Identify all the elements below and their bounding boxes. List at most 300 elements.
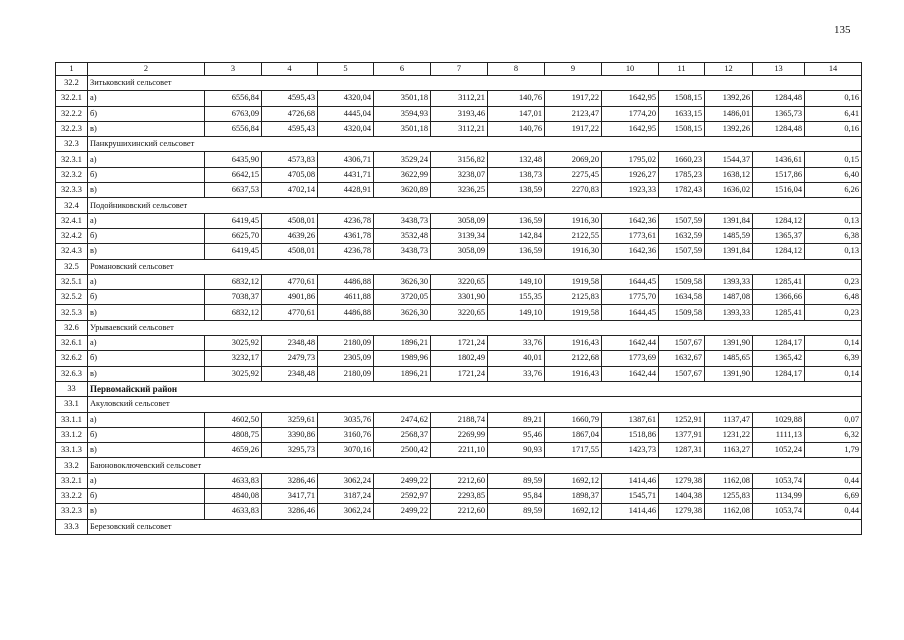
- value-cell: 1284,48: [753, 121, 805, 136]
- value-cell: 3501,18: [374, 91, 431, 106]
- table-body: [56, 63, 862, 535]
- value-cell: 6,40: [805, 167, 862, 182]
- variant-label: а): [88, 213, 205, 228]
- row-code: 32.4.3: [56, 244, 88, 259]
- variant-label: в): [88, 121, 205, 136]
- variant-label: б): [88, 167, 205, 182]
- variant-label: а): [88, 336, 205, 351]
- value-cell: 1923,33: [602, 183, 659, 198]
- variant-label: б): [88, 290, 205, 305]
- value-cell: 4320,04: [318, 121, 374, 136]
- header-row: [56, 63, 862, 76]
- row-code: 32.5.1: [56, 274, 88, 289]
- value-cell: 147,01: [488, 106, 545, 121]
- value-cell: 4633,83: [205, 473, 262, 488]
- value-cell: 6419,45: [205, 244, 262, 259]
- value-cell: 33,76: [488, 336, 545, 351]
- value-cell: 3286,46: [262, 504, 318, 519]
- value-cell: 4445,04: [318, 106, 374, 121]
- value-cell: 3286,46: [262, 473, 318, 488]
- value-cell: 1721,24: [431, 336, 488, 351]
- table-row: [56, 473, 862, 488]
- tariff-table: [55, 62, 862, 535]
- value-cell: 3193,46: [431, 106, 488, 121]
- variant-label: б): [88, 427, 205, 442]
- value-cell: 3025,92: [205, 366, 262, 381]
- value-cell: 95,46: [488, 427, 545, 442]
- value-cell: 1393,33: [705, 274, 753, 289]
- row-code: 32.6.2: [56, 351, 88, 366]
- value-cell: 1392,26: [705, 91, 753, 106]
- table-row: [56, 228, 862, 243]
- value-cell: 1773,69: [602, 351, 659, 366]
- value-cell: 6556,84: [205, 121, 262, 136]
- table-row: [56, 351, 862, 366]
- value-cell: 4361,78: [318, 228, 374, 243]
- value-cell: 3417,71: [262, 489, 318, 504]
- row-code: 32.3.2: [56, 167, 88, 182]
- table-row: [56, 489, 862, 504]
- value-cell: 1287,31: [659, 443, 705, 458]
- group-row: [56, 320, 862, 335]
- value-cell: 4595,43: [262, 91, 318, 106]
- row-code: 33: [56, 381, 88, 396]
- value-cell: 1508,15: [659, 121, 705, 136]
- column-header: 7: [431, 63, 488, 76]
- value-cell: 1896,21: [374, 366, 431, 381]
- table-row: [56, 427, 862, 442]
- value-cell: 2069,20: [545, 152, 602, 167]
- value-cell: 0,23: [805, 305, 862, 320]
- value-cell: 1391,90: [705, 366, 753, 381]
- group-title: Панкрушихинский сельсовет: [88, 137, 862, 152]
- value-cell: 1919,58: [545, 274, 602, 289]
- value-cell: 1774,20: [602, 106, 659, 121]
- value-cell: 3390,86: [262, 427, 318, 442]
- value-cell: 3259,61: [262, 412, 318, 427]
- value-cell: 4236,78: [318, 213, 374, 228]
- value-cell: 1785,23: [659, 167, 705, 182]
- value-cell: 1507,59: [659, 213, 705, 228]
- value-cell: 149,10: [488, 305, 545, 320]
- value-cell: 1508,15: [659, 91, 705, 106]
- value-cell: 0,14: [805, 366, 862, 381]
- value-cell: 4901,86: [262, 290, 318, 305]
- value-cell: 4808,75: [205, 427, 262, 442]
- value-cell: 1507,59: [659, 244, 705, 259]
- value-cell: 40,01: [488, 351, 545, 366]
- value-cell: 3062,24: [318, 504, 374, 519]
- value-cell: 6,32: [805, 427, 862, 442]
- value-cell: 1029,88: [753, 412, 805, 427]
- value-cell: 89,59: [488, 504, 545, 519]
- value-cell: 1507,67: [659, 336, 705, 351]
- value-cell: 1414,46: [602, 473, 659, 488]
- variant-label: в): [88, 366, 205, 381]
- value-cell: 3058,09: [431, 244, 488, 259]
- value-cell: 3062,24: [318, 473, 374, 488]
- value-cell: 1162,08: [705, 473, 753, 488]
- group-title: Баюновоключевский сельсовет: [88, 458, 862, 473]
- column-header: 5: [318, 63, 374, 76]
- value-cell: 2479,73: [262, 351, 318, 366]
- group-row: [56, 76, 862, 91]
- row-code: 32.3.3: [56, 183, 88, 198]
- value-cell: 1916,30: [545, 213, 602, 228]
- value-cell: 142,84: [488, 228, 545, 243]
- table-row: [56, 244, 862, 259]
- value-cell: 3720,05: [374, 290, 431, 305]
- value-cell: 3187,24: [318, 489, 374, 504]
- value-cell: 6637,53: [205, 183, 262, 198]
- value-cell: 2212,60: [431, 473, 488, 488]
- value-cell: 1365,73: [753, 106, 805, 121]
- group-title: Березовский сельсовет: [88, 519, 862, 534]
- value-cell: 90,93: [488, 443, 545, 458]
- value-cell: 1916,43: [545, 366, 602, 381]
- table-row: [56, 152, 862, 167]
- value-cell: 1163,27: [705, 443, 753, 458]
- value-cell: 2275,45: [545, 167, 602, 182]
- value-cell: 1404,38: [659, 489, 705, 504]
- value-cell: 6763,09: [205, 106, 262, 121]
- page-number: 135: [834, 24, 851, 36]
- group-row: [56, 397, 862, 412]
- value-cell: 1231,22: [705, 427, 753, 442]
- value-cell: 2122,55: [545, 228, 602, 243]
- value-cell: 3070,16: [318, 443, 374, 458]
- value-cell: 2499,22: [374, 473, 431, 488]
- value-cell: 4431,71: [318, 167, 374, 182]
- value-cell: 0,13: [805, 213, 862, 228]
- value-cell: 1487,08: [705, 290, 753, 305]
- group-row: [56, 519, 862, 534]
- value-cell: 4508,01: [262, 244, 318, 259]
- row-code: 33.2: [56, 458, 88, 473]
- value-cell: 6,39: [805, 351, 862, 366]
- row-code: 33.1.2: [56, 427, 88, 442]
- value-cell: 1642,44: [602, 336, 659, 351]
- row-code: 32.6.3: [56, 366, 88, 381]
- variant-label: а): [88, 152, 205, 167]
- value-cell: 3626,30: [374, 274, 431, 289]
- value-cell: 1867,04: [545, 427, 602, 442]
- value-cell: 1507,67: [659, 366, 705, 381]
- value-cell: 1391,84: [705, 213, 753, 228]
- variant-label: в): [88, 504, 205, 519]
- variant-label: а): [88, 91, 205, 106]
- value-cell: 4320,04: [318, 91, 374, 106]
- table-row: [56, 443, 862, 458]
- value-cell: 1285,41: [753, 274, 805, 289]
- value-cell: 33,76: [488, 366, 545, 381]
- value-cell: 4770,61: [262, 305, 318, 320]
- value-cell: 0,23: [805, 274, 862, 289]
- column-header: 6: [374, 63, 431, 76]
- column-header: 10: [602, 63, 659, 76]
- value-cell: 1545,71: [602, 489, 659, 504]
- value-cell: 7038,37: [205, 290, 262, 305]
- row-code: 32.6.1: [56, 336, 88, 351]
- value-cell: 6435,90: [205, 152, 262, 167]
- value-cell: 1486,01: [705, 106, 753, 121]
- value-cell: 4428,91: [318, 183, 374, 198]
- value-cell: 3529,24: [374, 152, 431, 167]
- value-cell: 1642,95: [602, 121, 659, 136]
- group-row: [56, 259, 862, 274]
- row-code: 33.2.3: [56, 504, 88, 519]
- value-cell: 1898,37: [545, 489, 602, 504]
- value-cell: 1053,74: [753, 504, 805, 519]
- value-cell: 1660,79: [545, 412, 602, 427]
- value-cell: 95,84: [488, 489, 545, 504]
- value-cell: 3112,21: [431, 121, 488, 136]
- table-row: [56, 167, 862, 182]
- value-cell: 2180,09: [318, 366, 374, 381]
- value-cell: 1896,21: [374, 336, 431, 351]
- value-cell: 1391,90: [705, 336, 753, 351]
- value-cell: 6642,15: [205, 167, 262, 182]
- value-cell: 1632,59: [659, 228, 705, 243]
- row-code: 33.3: [56, 519, 88, 534]
- value-cell: 1721,24: [431, 366, 488, 381]
- table-row: [56, 183, 862, 198]
- column-header: 4: [262, 63, 318, 76]
- value-cell: 1423,73: [602, 443, 659, 458]
- group-title: Акуловский сельсовет: [88, 397, 862, 412]
- value-cell: 2500,42: [374, 443, 431, 458]
- row-code: 33.2.1: [56, 473, 88, 488]
- value-cell: 2474,62: [374, 412, 431, 427]
- value-cell: 4595,43: [262, 121, 318, 136]
- value-cell: 3438,73: [374, 244, 431, 259]
- variant-label: а): [88, 473, 205, 488]
- value-cell: 1644,45: [602, 274, 659, 289]
- value-cell: 2592,97: [374, 489, 431, 504]
- value-cell: 1642,36: [602, 244, 659, 259]
- value-cell: 4573,83: [262, 152, 318, 167]
- value-cell: 1633,15: [659, 106, 705, 121]
- value-cell: 3220,65: [431, 274, 488, 289]
- value-cell: 138,59: [488, 183, 545, 198]
- value-cell: 2348,48: [262, 336, 318, 351]
- value-cell: 3620,89: [374, 183, 431, 198]
- value-cell: 1795,02: [602, 152, 659, 167]
- row-code: 32.2.2: [56, 106, 88, 121]
- value-cell: 3112,21: [431, 91, 488, 106]
- group-title: Романовский сельсовет: [88, 259, 862, 274]
- variant-label: а): [88, 274, 205, 289]
- variant-label: б): [88, 228, 205, 243]
- value-cell: 0,16: [805, 121, 862, 136]
- variant-label: б): [88, 351, 205, 366]
- column-header: 9: [545, 63, 602, 76]
- value-cell: 4705,08: [262, 167, 318, 182]
- value-cell: 1485,59: [705, 228, 753, 243]
- value-cell: 1392,26: [705, 121, 753, 136]
- value-cell: 4306,71: [318, 152, 374, 167]
- value-cell: 1802,49: [431, 351, 488, 366]
- value-cell: 2180,09: [318, 336, 374, 351]
- value-cell: 1391,84: [705, 244, 753, 259]
- column-header: 12: [705, 63, 753, 76]
- value-cell: 1989,96: [374, 351, 431, 366]
- value-cell: 1,79: [805, 443, 862, 458]
- group-title: Первомайский район: [88, 381, 862, 396]
- value-cell: 1284,12: [753, 213, 805, 228]
- table-row: [56, 305, 862, 320]
- row-code: 32.4.1: [56, 213, 88, 228]
- value-cell: 3622,99: [374, 167, 431, 182]
- value-cell: 2122,68: [545, 351, 602, 366]
- value-cell: 4236,78: [318, 244, 374, 259]
- value-cell: 6,38: [805, 228, 862, 243]
- row-code: 32.4.2: [56, 228, 88, 243]
- value-cell: 4508,01: [262, 213, 318, 228]
- value-cell: 3236,25: [431, 183, 488, 198]
- column-header: 11: [659, 63, 705, 76]
- value-cell: 3295,73: [262, 443, 318, 458]
- row-code: 32.6: [56, 320, 88, 335]
- value-cell: 4602,50: [205, 412, 262, 427]
- value-cell: 140,76: [488, 91, 545, 106]
- value-cell: 1644,45: [602, 305, 659, 320]
- value-cell: 4659,26: [205, 443, 262, 458]
- variant-label: в): [88, 443, 205, 458]
- value-cell: 1660,23: [659, 152, 705, 167]
- value-cell: 1279,38: [659, 504, 705, 519]
- row-code: 32.5.3: [56, 305, 88, 320]
- value-cell: 6625,70: [205, 228, 262, 243]
- table-row: [56, 336, 862, 351]
- value-cell: 4726,68: [262, 106, 318, 121]
- value-cell: 3025,92: [205, 336, 262, 351]
- column-header: 3: [205, 63, 262, 76]
- value-cell: 4633,83: [205, 504, 262, 519]
- value-cell: 4611,88: [318, 290, 374, 305]
- value-cell: 1111,13: [753, 427, 805, 442]
- value-cell: 0,16: [805, 91, 862, 106]
- value-cell: 1916,30: [545, 244, 602, 259]
- value-cell: 2188,74: [431, 412, 488, 427]
- value-cell: 3232,17: [205, 351, 262, 366]
- table-row: [56, 106, 862, 121]
- value-cell: 1926,27: [602, 167, 659, 182]
- value-cell: 1775,70: [602, 290, 659, 305]
- value-cell: 2270,83: [545, 183, 602, 198]
- group-row: [56, 137, 862, 152]
- value-cell: 4486,88: [318, 274, 374, 289]
- column-header: 2: [88, 63, 205, 76]
- variant-label: в): [88, 305, 205, 320]
- value-cell: 140,76: [488, 121, 545, 136]
- value-cell: 1917,22: [545, 121, 602, 136]
- value-cell: 3301,90: [431, 290, 488, 305]
- column-header: 13: [753, 63, 805, 76]
- value-cell: 0,07: [805, 412, 862, 427]
- row-code: 33.1: [56, 397, 88, 412]
- group-title: Урываевский сельсовет: [88, 320, 862, 335]
- value-cell: 1642,95: [602, 91, 659, 106]
- value-cell: 1284,17: [753, 336, 805, 351]
- value-cell: 1632,67: [659, 351, 705, 366]
- value-cell: 3532,48: [374, 228, 431, 243]
- value-cell: 6556,84: [205, 91, 262, 106]
- value-cell: 0,44: [805, 473, 862, 488]
- value-cell: 1052,24: [753, 443, 805, 458]
- table-row: [56, 274, 862, 289]
- value-cell: 2211,10: [431, 443, 488, 458]
- variant-label: а): [88, 412, 205, 427]
- variant-label: в): [88, 183, 205, 198]
- value-cell: 2305,09: [318, 351, 374, 366]
- value-cell: 136,59: [488, 213, 545, 228]
- value-cell: 4770,61: [262, 274, 318, 289]
- value-cell: 3035,76: [318, 412, 374, 427]
- value-cell: 0,13: [805, 244, 862, 259]
- value-cell: 1516,04: [753, 183, 805, 198]
- table-row: [56, 412, 862, 427]
- table-row: [56, 504, 862, 519]
- value-cell: 2348,48: [262, 366, 318, 381]
- value-cell: 2125,83: [545, 290, 602, 305]
- value-cell: 149,10: [488, 274, 545, 289]
- value-cell: 1692,12: [545, 473, 602, 488]
- table-row: [56, 366, 862, 381]
- value-cell: 2499,22: [374, 504, 431, 519]
- value-cell: 1053,74: [753, 473, 805, 488]
- value-cell: 1773,61: [602, 228, 659, 243]
- row-code: 33.1.3: [56, 443, 88, 458]
- value-cell: 136,59: [488, 244, 545, 259]
- value-cell: 3594,93: [374, 106, 431, 121]
- value-cell: 1414,46: [602, 504, 659, 519]
- row-code: 32.3.1: [56, 152, 88, 167]
- value-cell: 1782,43: [659, 183, 705, 198]
- row-code: 32.4: [56, 198, 88, 213]
- value-cell: 3626,30: [374, 305, 431, 320]
- value-cell: 1436,61: [753, 152, 805, 167]
- value-cell: 1284,48: [753, 91, 805, 106]
- value-cell: 2212,60: [431, 504, 488, 519]
- value-cell: 6,26: [805, 183, 862, 198]
- value-cell: 1509,58: [659, 305, 705, 320]
- value-cell: 4840,08: [205, 489, 262, 504]
- row-code: 33.1.1: [56, 412, 88, 427]
- column-header: 14: [805, 63, 862, 76]
- value-cell: 1692,12: [545, 504, 602, 519]
- value-cell: 0,15: [805, 152, 862, 167]
- value-cell: 1279,38: [659, 473, 705, 488]
- value-cell: 1285,41: [753, 305, 805, 320]
- row-code: 32.2.3: [56, 121, 88, 136]
- value-cell: 138,73: [488, 167, 545, 182]
- value-cell: 1642,44: [602, 366, 659, 381]
- group-row: [56, 198, 862, 213]
- value-cell: 3220,65: [431, 305, 488, 320]
- variant-label: в): [88, 244, 205, 259]
- table-row: [56, 290, 862, 305]
- value-cell: 1642,36: [602, 213, 659, 228]
- value-cell: 2269,99: [431, 427, 488, 442]
- value-cell: 1387,61: [602, 412, 659, 427]
- value-cell: 4702,14: [262, 183, 318, 198]
- value-cell: 1919,58: [545, 305, 602, 320]
- value-cell: 2123,47: [545, 106, 602, 121]
- value-cell: 1517,86: [753, 167, 805, 182]
- value-cell: 6,41: [805, 106, 862, 121]
- value-cell: 2293,85: [431, 489, 488, 504]
